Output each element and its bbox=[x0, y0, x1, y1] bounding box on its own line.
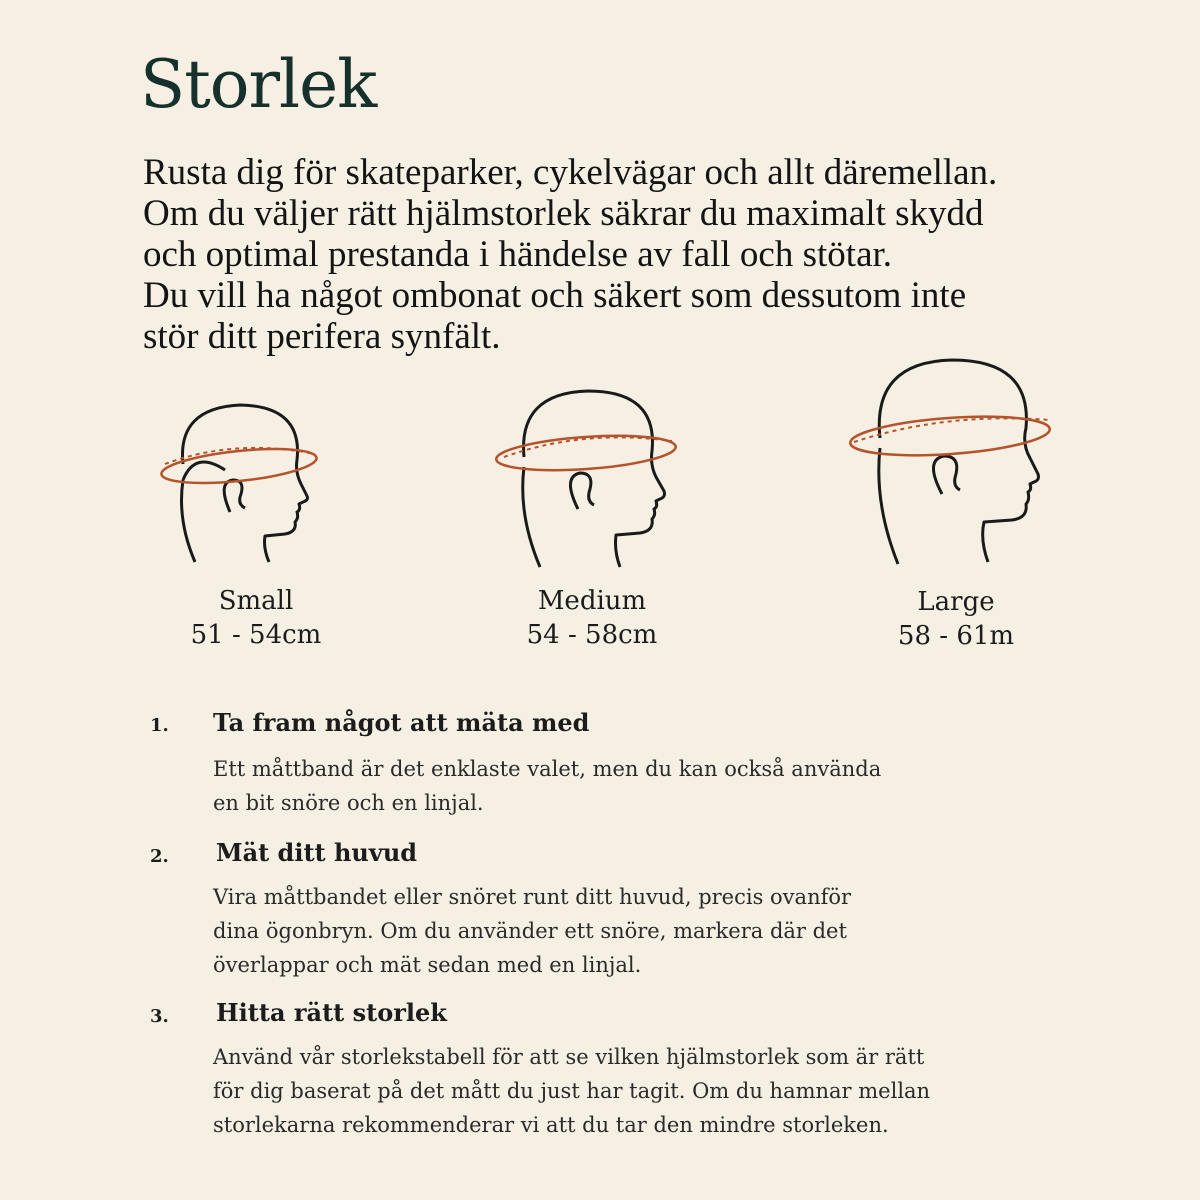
size-range: 58 - 61m bbox=[897, 621, 1015, 651]
intro-line: Rusta dig för skateparker, cykelvägar och allt däremellan. bbox=[143, 152, 998, 193]
step-body-line: storlekarna rekommenderar vi att du tar den mindre storleken. bbox=[213, 1113, 889, 1137]
step-title: Ta fram något att mäta med bbox=[213, 708, 590, 737]
intro-line: Du vill ha något ombonat och säkert som dessutom inte bbox=[143, 275, 967, 316]
step-body-line: Ett måttband är det enklaste valet, men du kan också använda bbox=[213, 757, 882, 781]
step-body-line: Vira måttbandet eller snöret runt ditt huvud, precis ovanför bbox=[213, 885, 852, 909]
step-body-line: dina ögonbryn. Om du använder ett snöre, markera där det bbox=[213, 919, 847, 943]
step-body-line: en bit snöre och en linjal. bbox=[213, 791, 484, 815]
step-title: Mät ditt huvud bbox=[216, 838, 418, 867]
size-range: 51 - 54cm bbox=[190, 620, 322, 650]
step-body bbox=[213, 1040, 930, 1142]
step-body-line: Använd vår storlekstabell för att se vilken hjälmstorlek som är rätt bbox=[213, 1045, 925, 1069]
size-large bbox=[836, 585, 1076, 653]
size-range: 54 - 58cm bbox=[526, 620, 658, 650]
step-title: Hitta rätt storlek bbox=[216, 998, 447, 1027]
step-body-line: för dig baserat på det mått du just har tagit. Om du hamnar mellan bbox=[213, 1079, 931, 1103]
intro-line: stör ditt perifera synfält. bbox=[143, 316, 501, 357]
head-medium-icon bbox=[492, 385, 682, 575]
page-title: Storlek bbox=[140, 46, 377, 123]
size-name: Large bbox=[917, 587, 995, 617]
step-body bbox=[213, 880, 851, 982]
intro-paragraph bbox=[143, 152, 1153, 357]
head-large-icon bbox=[846, 356, 1056, 568]
step-body-line: överlappar och mät sedan med en linjal. bbox=[213, 953, 642, 977]
size-small bbox=[136, 584, 376, 652]
step-number: 1. bbox=[150, 715, 169, 736]
intro-line: Om du väljer rätt hjälmstorlek säkrar du maximalt skydd bbox=[143, 193, 984, 234]
step-body bbox=[213, 752, 881, 820]
step-number: 3. bbox=[150, 1006, 169, 1027]
step-number: 2. bbox=[150, 846, 169, 867]
head-small-icon bbox=[155, 400, 325, 570]
intro-line: och optimal prestanda i händelse av fall och stötar. bbox=[143, 234, 893, 275]
size-medium bbox=[472, 584, 712, 652]
size-name: Medium bbox=[537, 586, 647, 616]
size-name: Small bbox=[218, 586, 294, 616]
